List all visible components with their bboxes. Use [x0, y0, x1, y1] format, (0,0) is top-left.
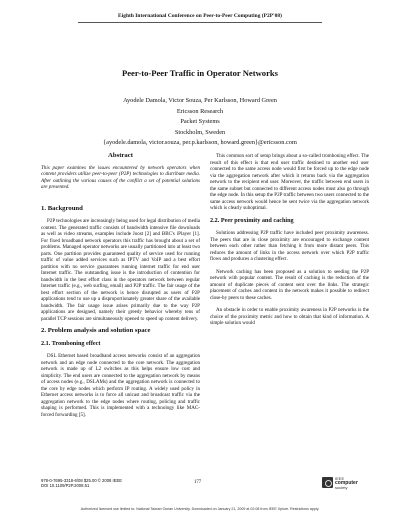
ieee-computer-society-logo: IEEE computer society [322, 475, 362, 491]
author-block [0, 96, 400, 149]
subsection-heading-tromboning: 2.1. Tromboning effect [41, 339, 101, 347]
right-column [210, 153, 369, 333]
paragraph: P2P technologies are increasingly being used for legal distribution of media content. The generated traffic consists of bandwidth intensive file downloads as well as video streams, examples include Joost [2] and BBC's iPlayer [1]. For fixed broadband network operators this traffic has brought about a set of problems. Managed operator networks are usually partitioned into at least two parts. One partition provides guaranteed quality of service used for running traffic of value added services such as IPTV and VoIP and a best effort partition with no service guarantees running internet traffic for end user Internet traffic. The outstanding issue is the introduction of contention for bandwidth in the best effort class in the operators network between regular Internet traffic (e.g., web surfing, email) and P2P traffic. The fair usage of the best effort section of the network is hence disrupted as users of P2P applications tend to use up a disproportionately greater share of the available bandwidth. The fair usage issue arises primarily due to the way P2P applications are designed, namely their greedy behavior whereby tens of parallel TCP sessions are simultaneously opened to speed up content delivery. [41, 218, 200, 322]
section-heading-background: 1. Background [41, 204, 83, 212]
affiliation-line: Packet Systems [180, 118, 220, 126]
header-rule [78, 22, 322, 23]
paragraph: This common sort of setup brings about a so-called tromboning effect. The result of this effect is that end user traffic destined to another end user connected to the same access node would first be forced up to the edge node via the aggregation network after which it returns back via the aggregation network to the recipient end user. Moreover, the traffic between end users in the same subnet but connected to different access nodes must also go through the edge node. In this setup the P2P traffic between two users connected to the same access network would hence be sent twice via the aggregation network which is clearly suboptimal. [210, 153, 369, 211]
isbn-line: 978-0-7695-3318-6/08 $25.00 © 2008 IEEE [41, 478, 123, 483]
page-number: 177 [194, 480, 202, 485]
section-heading-problem: 2. Problem analysis and solution space [41, 327, 151, 334]
logo-mark-icon [322, 477, 333, 488]
paragraph: An obstacle in order to enable proximity awareness in P2P networks is the choice of the proximity metric and how to obtain that kind of information. A simple solution would [210, 307, 369, 326]
abstract-text: This paper examines the issues encountered by network operators when content providers utilize peer-to-peer (P2P) technologies to distribute media. After outlining the various causes of the conflict a set of potential solutions are presented. [41, 164, 200, 190]
subsection-heading-proximity: 2.2. Peer proximity and caching [210, 216, 294, 224]
footer-publication-info [41, 478, 122, 489]
paragraph: Solutions addressing P2P traffic have included peer proximity awareness. The peers that are in close proximity are encouraged to exchange content between each other rather than fetching it from more distant peers. This reduces the amount of links in the access network over which P2P traffic flows and produces a clustering effect. [210, 230, 369, 262]
conference-header: Eighth International Conference on Peer-to-Peer Computing (P2P'08) [118, 13, 282, 19]
paragraph: Network caching has been proposed as a solution to seeding the P2P network with popular content. The result of caching is the reduction of the amount of duplicate pieces of content sent over the links. The strategic placement of caches and content in the network makes it possible to redirect close-by peers to these caches. [210, 268, 369, 301]
author-emails: {ayodele.damola, victor.souza, per.p.karlsson, howard.green}@ericsson.com [103, 139, 297, 147]
paragraph: DSL Ethernet based broadband access networks consist of an aggregation network and an edge node connected to the core network. The aggregation network is made up of L2 switches as this helps ensure low cost and simplicity. The end users are connected to the aggregation network by means of access nodes (e.g., DSLAMs) and the aggregation network is connected to the core by edge nodes which perform IP routing. A widely used policy in Ethernet access networks is to force all unicast and broadcast traffic via the aggregation network to the edge nodes where routing, policing and traffic shaping is performed. This is implemented with a technology like MAC-forced forwarding [5]. [41, 353, 200, 418]
doi-line: DOI 10.1109/P2P.2008.51 [41, 483, 90, 489]
paper-title: Peer-to-Peer Traffic in Operator Networks [121, 68, 279, 78]
abstract-heading: Abstract [108, 152, 133, 159]
affiliation-line: Ericsson Research [176, 107, 224, 115]
authorized-use-notice: Authorized licensed use limited to: National Taiwan Ocean University. Downloaded on January 21, 2009 at 02:08 from IEEE Xplore. Restrictions apply. [80, 507, 320, 511]
author-names: Ayodele Damola, Victor Souza, Per Karlsson, Howard Green [123, 97, 277, 104]
affiliation-line: Stockholm, Sweden [174, 128, 226, 136]
left-column [41, 153, 200, 418]
